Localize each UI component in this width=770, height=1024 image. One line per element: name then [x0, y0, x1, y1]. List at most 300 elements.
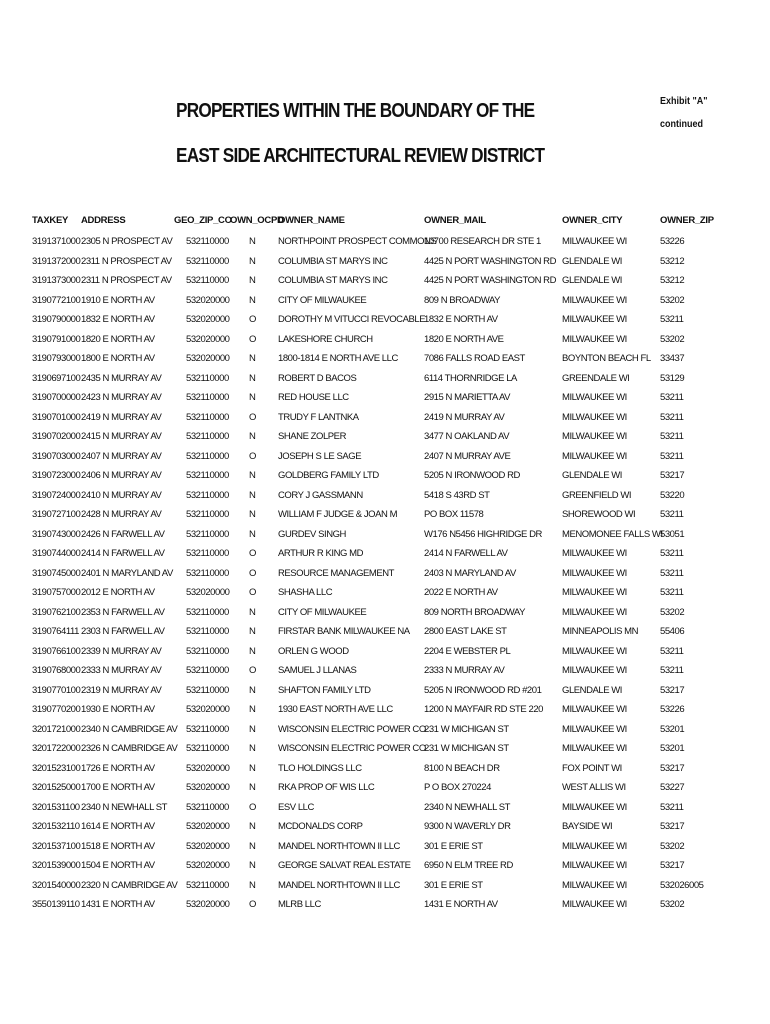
geo-zip-cell: 532020000 — [186, 860, 230, 871]
owner-mail-cell: 1431 E NORTH AV — [424, 899, 498, 910]
owner-mail-cell: 6114 THORNRIDGE LA — [424, 372, 517, 384]
owner-name-cell: CORY J GASSMANN — [278, 489, 363, 501]
owner-mail-cell: 3477 N OAKLAND AV — [424, 431, 510, 442]
owner-mail-cell: 8100 N BEACH DR — [424, 762, 500, 774]
taxkey-cell: 3201722000 — [32, 743, 81, 754]
table-row — [0, 487, 770, 507]
owner-mail-cell: 7086 FALLS ROAD EAST — [424, 353, 525, 364]
address-cell: 2311 N PROSPECT AV — [81, 275, 172, 286]
geo-zip-cell: 532110000 — [186, 236, 229, 247]
own-ocpd-cell: O — [249, 665, 256, 676]
taxkey-cell: 3190697100 — [32, 372, 81, 384]
own-ocpd-cell: O — [249, 548, 256, 559]
table-row — [0, 818, 770, 838]
owner-name-cell: DOROTHY M VITUCCI REVOCABLE — [278, 314, 426, 325]
owner-city-cell: MILWAUKEE WI — [562, 392, 627, 403]
taxkey-cell: 3190743000 — [32, 528, 81, 540]
owner-zip-cell: 53227 — [660, 782, 685, 793]
table-row — [0, 272, 770, 292]
table-row — [0, 253, 770, 273]
owner-mail-cell: 231 W MICHIGAN ST — [424, 743, 509, 754]
geo-zip-cell: 532110000 — [186, 411, 229, 423]
own-ocpd-cell: O — [249, 450, 256, 462]
own-ocpd-cell: O — [249, 899, 256, 910]
table-row — [0, 370, 770, 390]
address-cell: 2435 N MURRAY AV — [81, 372, 162, 384]
owner-city-cell: MILWAUKEE WI — [562, 860, 627, 871]
owner-name-cell: MANDEL NORTHTOWN II LLC — [278, 879, 400, 891]
table-row — [0, 896, 770, 916]
address-cell: 1614 E NORTH AV — [81, 821, 155, 832]
own-ocpd-cell: N — [249, 723, 256, 735]
own-ocpd-cell: O — [249, 411, 256, 423]
owner-name-cell: SHASHA LLC — [278, 587, 333, 598]
owner-zip-cell: 53202 — [660, 840, 685, 852]
address-cell: 2333 N MURRAY AV — [81, 665, 162, 676]
taxkey-cell: 3201540000 — [32, 879, 81, 891]
owner-city-cell: GLENDALE WI — [562, 255, 622, 267]
address-cell: 2311 N PROSPECT AV — [81, 255, 172, 267]
owner-zip-cell: 53202 — [660, 333, 685, 345]
address-cell: 1820 E NORTH AV — [81, 333, 155, 345]
address-cell: 2012 E NORTH AV — [81, 587, 155, 598]
owner-name-cell: GURDEV SINGH — [278, 528, 346, 540]
geo-zip-cell: 532110000 — [186, 470, 229, 481]
taxkey-cell: 3191373000 — [32, 275, 81, 286]
owner-city-cell: MILWAUKEE WI — [562, 899, 627, 910]
geo-zip-cell: 532110000 — [186, 606, 229, 618]
owner-name-cell: RKA PROP OF WIS LLC — [278, 782, 375, 793]
owner-name-cell: GOLDBERG FAMILY LTD — [278, 470, 379, 481]
owner-name-cell: RESOURCE MANAGEMENT — [278, 567, 395, 579]
table-row — [0, 682, 770, 702]
table-row — [0, 311, 770, 331]
table-row — [0, 331, 770, 351]
taxkey-cell: 3190772100 — [32, 294, 81, 306]
geo-zip-cell: 532020000 — [186, 314, 230, 325]
own-ocpd-cell: O — [249, 314, 256, 325]
table-row — [0, 857, 770, 877]
geo-zip-cell: 532110000 — [186, 548, 229, 559]
taxkey-cell: 3190703000 — [32, 450, 81, 462]
geo-zip-cell: 532020000 — [186, 782, 230, 793]
geo-zip-cell: 532110000 — [186, 372, 229, 384]
table-row — [0, 604, 770, 624]
owner-zip-cell: 53211 — [660, 587, 684, 598]
owner-mail-cell: 2403 N MARYLAND AV — [424, 567, 516, 579]
address-cell: 1930 E NORTH AV — [81, 704, 155, 715]
owner-city-cell: MILWAUKEE WI — [562, 801, 627, 813]
header-owner-mail: OWNER_MAIL — [424, 215, 486, 226]
owner-name-cell: COLUMBIA ST MARYS INC — [278, 255, 388, 267]
taxkey-cell: 3201537100 — [32, 840, 81, 852]
own-ocpd-cell: N — [249, 743, 256, 754]
owner-zip-cell: 53202 — [660, 606, 685, 618]
own-ocpd-cell: N — [249, 626, 256, 637]
taxkey-cell: 3190793000 — [32, 353, 81, 364]
address-cell: 2401 N MARYLAND AV — [81, 567, 173, 579]
geo-zip-cell: 532110000 — [186, 528, 229, 540]
owner-city-cell: MILWAUKEE WI — [562, 606, 627, 618]
owner-city-cell: MILWAUKEE WI — [562, 411, 627, 423]
taxkey-cell: 3191371000 — [32, 236, 81, 247]
own-ocpd-cell: O — [249, 567, 256, 579]
geo-zip-cell: 532110000 — [186, 275, 229, 286]
header-owner-city: OWNER_CITY — [562, 215, 623, 226]
owner-zip-cell: 53211 — [660, 645, 684, 657]
owner-mail-cell: 1832 E NORTH AV — [424, 314, 498, 325]
owner-name-cell: 1800-1814 E NORTH AVE LLC — [278, 353, 398, 364]
owner-mail-cell: 2022 E NORTH AV — [424, 587, 498, 598]
address-cell: 2340 N CAMBRIDGE AV — [81, 723, 178, 735]
table-row — [0, 623, 770, 643]
own-ocpd-cell: N — [249, 606, 256, 618]
table-row — [0, 779, 770, 799]
owner-name-cell: SHAFTON FAMILY LTD — [278, 684, 371, 696]
owner-zip-cell: 53211 — [660, 509, 684, 520]
taxkey-cell: 3190766100 — [32, 645, 81, 657]
owner-zip-cell: 55406 — [660, 626, 685, 637]
address-cell: 2303 N FARWELL AV — [81, 626, 165, 637]
table-row — [0, 877, 770, 897]
owner-zip-cell: 53202 — [660, 294, 685, 306]
owner-name-cell: SHANE ZOLPER — [278, 431, 346, 442]
owner-mail-cell: 5205 N IRONWOOD RD — [424, 470, 520, 481]
table-row — [0, 565, 770, 585]
table-row — [0, 350, 770, 370]
owner-city-cell: WEST ALLIS WI — [562, 782, 626, 793]
owner-zip-cell: 53211 — [660, 665, 684, 676]
table-row — [0, 467, 770, 487]
owner-city-cell: MILWAUKEE WI — [562, 665, 627, 676]
address-cell: 2353 N FARWELL AV — [81, 606, 165, 618]
taxkey-cell: 3190762100 — [32, 606, 81, 618]
owner-zip-cell: 53220 — [660, 489, 685, 501]
owner-zip-cell: 53201 — [660, 743, 685, 754]
address-cell: 2419 N MURRAY AV — [81, 411, 162, 423]
geo-zip-cell: 532110000 — [186, 879, 229, 891]
own-ocpd-cell: N — [249, 840, 256, 852]
owner-name-cell: ARTHUR R KING MD — [278, 548, 363, 559]
taxkey-cell: 3190764111 — [32, 626, 79, 637]
owner-city-cell: SHOREWOOD WI — [562, 509, 636, 520]
owner-city-cell: MINNEAPOLIS MN — [562, 626, 639, 637]
address-cell: 1431 E NORTH AV — [81, 899, 155, 910]
owner-mail-cell: 2414 N FARWELL AV — [424, 548, 508, 559]
table-row — [0, 740, 770, 760]
taxkey-cell: 3190701000 — [32, 411, 81, 423]
owner-zip-cell: 53226 — [660, 236, 685, 247]
header-address: ADDRESS — [81, 215, 126, 226]
geo-zip-cell: 532020000 — [186, 899, 230, 910]
owner-zip-cell: 53211 — [660, 431, 684, 442]
own-ocpd-cell: O — [249, 587, 256, 598]
taxkey-cell: 3201532110 — [32, 821, 80, 832]
owner-mail-cell: 2340 N NEWHALL ST — [424, 801, 510, 813]
owner-zip-cell: 53211 — [660, 567, 684, 579]
property-table-body — [0, 233, 770, 916]
taxkey-cell: 3190770200 — [32, 704, 81, 715]
address-cell: 1910 E NORTH AV — [81, 294, 155, 306]
table-row — [0, 506, 770, 526]
geo-zip-cell: 532110000 — [186, 743, 229, 754]
owner-zip-cell: 53051 — [660, 528, 685, 540]
table-row — [0, 233, 770, 253]
geo-zip-cell: 532110000 — [186, 684, 229, 696]
address-cell: 2305 N PROSPECT AV — [81, 236, 173, 247]
address-cell: 2407 N MURRAY AV — [81, 450, 162, 462]
table-row — [0, 409, 770, 429]
table-row — [0, 428, 770, 448]
owner-city-cell: GREENFIELD WI — [562, 489, 632, 501]
page-title-line-2: EAST SIDE ARCHITECTURAL REVIEW DISTRICT — [176, 145, 545, 167]
own-ocpd-cell: O — [249, 333, 256, 345]
owner-mail-cell: P O BOX 270224 — [424, 782, 491, 793]
own-ocpd-cell: N — [249, 860, 256, 871]
page-title-line-1: PROPERTIES WITHIN THE BOUNDARY OF THE — [176, 100, 535, 122]
exhibit-label: Exhibit "A" — [660, 96, 708, 107]
taxkey-cell: 3190768000 — [32, 665, 81, 676]
taxkey-cell: 3190757000 — [32, 587, 81, 598]
own-ocpd-cell: N — [249, 528, 256, 540]
own-ocpd-cell: N — [249, 684, 256, 696]
owner-zip-cell: 53211 — [660, 548, 684, 559]
geo-zip-cell: 532110000 — [186, 509, 229, 520]
header-geo-zip-co: GEO_ZIP_CO — [174, 215, 232, 226]
owner-zip-cell: 53202 — [660, 899, 685, 910]
owner-zip-cell: 53217 — [660, 470, 685, 481]
owner-name-cell: WILLIAM F JUDGE & JOAN M — [278, 509, 398, 520]
exhibit-continued-label: continued — [660, 119, 704, 130]
owner-name-cell: RED HOUSE LLC — [278, 392, 349, 403]
owner-zip-cell: 33437 — [660, 353, 685, 364]
owner-name-cell: TLO HOLDINGS LLC — [278, 762, 362, 774]
taxkey-cell: 3550139110 — [32, 899, 80, 910]
geo-zip-cell: 532020000 — [186, 762, 230, 774]
owner-zip-cell: 532026005 — [660, 879, 704, 891]
owner-mail-cell: 231 W MICHIGAN ST — [424, 723, 509, 735]
owner-mail-cell: 5205 N IRONWOOD RD #201 — [424, 684, 542, 696]
address-cell: 2320 N CAMBRIDGE AV — [81, 879, 178, 891]
owner-city-cell: GLENDALE WI — [562, 275, 622, 286]
taxkey-cell: 3201539000 — [32, 860, 81, 871]
owner-mail-cell: 10700 RESEARCH DR STE 1 — [424, 236, 541, 247]
geo-zip-cell: 532020000 — [186, 821, 230, 832]
owner-zip-cell: 53211 — [660, 450, 684, 462]
geo-zip-cell: 532110000 — [186, 567, 229, 579]
taxkey-cell: 3190745000 — [32, 567, 81, 579]
owner-mail-cell: 2800 EAST LAKE ST — [424, 626, 507, 637]
address-cell: 2410 N MURRAY AV — [81, 489, 162, 501]
owner-mail-cell: 9300 N WAVERLY DR — [424, 821, 511, 832]
address-cell: 2428 N MURRAY AV — [81, 509, 162, 520]
own-ocpd-cell: N — [249, 879, 256, 891]
owner-name-cell: FIRSTAR BANK MILWAUKEE NA — [278, 626, 410, 637]
taxkey-cell: 3190723000 — [32, 470, 81, 481]
owner-mail-cell: 6950 N ELM TREE RD — [424, 860, 513, 871]
owner-zip-cell: 53211 — [660, 314, 684, 325]
table-row — [0, 292, 770, 312]
table-row — [0, 389, 770, 409]
own-ocpd-cell: N — [249, 255, 256, 267]
geo-zip-cell: 532110000 — [186, 255, 229, 267]
owner-city-cell: BAYSIDE WI — [562, 821, 613, 832]
address-cell: 1700 E NORTH AV — [81, 782, 155, 793]
owner-city-cell: MILWAUKEE WI — [562, 723, 627, 735]
owner-city-cell: MILWAUKEE WI — [562, 879, 627, 891]
owner-mail-cell: 809 N BROADWAY — [424, 294, 501, 306]
owner-city-cell: MILWAUKEE WI — [562, 314, 627, 325]
own-ocpd-cell: N — [249, 821, 256, 832]
geo-zip-cell: 532110000 — [186, 489, 229, 501]
owner-city-cell: MILWAUKEE WI — [562, 645, 627, 657]
owner-city-cell: MILWAUKEE WI — [562, 548, 627, 559]
header-taxkey: TAXKEY — [32, 215, 69, 226]
taxkey-cell: 3191372000 — [32, 255, 81, 267]
geo-zip-cell: 532110000 — [186, 723, 229, 735]
owner-zip-cell: 53217 — [660, 821, 685, 832]
owner-name-cell: WISCONSIN ELECTRIC POWER CO — [278, 743, 426, 754]
owner-name-cell: NORTHPOINT PROSPECT COMMONS — [278, 236, 437, 247]
geo-zip-cell: 532020000 — [186, 333, 230, 345]
address-cell: 2414 N FARWELL AV — [81, 548, 165, 559]
owner-zip-cell: 53217 — [660, 860, 685, 871]
owner-name-cell: SAMUEL J LLANAS — [278, 665, 357, 676]
own-ocpd-cell: N — [249, 294, 256, 306]
owner-name-cell: LAKESHORE CHURCH — [278, 333, 373, 345]
owner-name-cell: CITY OF MILWAUKEE — [278, 294, 367, 306]
owner-city-cell: MILWAUKEE WI — [562, 450, 627, 462]
geo-zip-cell: 532110000 — [186, 392, 229, 403]
geo-zip-cell: 532110000 — [186, 626, 229, 637]
owner-name-cell: MLRB LLC — [278, 899, 321, 910]
owner-zip-cell: 53201 — [660, 723, 685, 735]
taxkey-cell: 3190702000 — [32, 431, 81, 442]
owner-zip-cell: 53211 — [660, 411, 684, 423]
owner-zip-cell: 53217 — [660, 762, 685, 774]
own-ocpd-cell: N — [249, 372, 256, 384]
geo-zip-cell: 532110000 — [186, 450, 229, 462]
owner-mail-cell: 2333 N MURRAY AV — [424, 665, 505, 676]
taxkey-cell: 3201721000 — [32, 723, 81, 735]
own-ocpd-cell: N — [249, 236, 256, 247]
owner-mail-cell: PO BOX 11578 — [424, 509, 484, 520]
owner-name-cell: JOSEPH S LE SAGE — [278, 450, 362, 462]
owner-mail-cell: 5418 S 43RD ST — [424, 489, 490, 501]
owner-name-cell: COLUMBIA ST MARYS INC — [278, 275, 388, 286]
taxkey-cell: 3190700000 — [32, 392, 81, 403]
own-ocpd-cell: N — [249, 470, 256, 481]
table-row — [0, 760, 770, 780]
owner-name-cell: GEORGE SALVAT REAL ESTATE — [278, 860, 411, 871]
own-ocpd-cell: N — [249, 353, 256, 364]
taxkey-cell: 3190744000 — [32, 548, 81, 559]
table-row — [0, 662, 770, 682]
own-ocpd-cell: O — [249, 801, 256, 813]
owner-zip-cell: 53217 — [660, 684, 685, 696]
owner-city-cell: MILWAUKEE WI — [562, 236, 627, 247]
geo-zip-cell: 532110000 — [186, 801, 229, 813]
address-cell: 2415 N MURRAY AV — [81, 431, 162, 442]
own-ocpd-cell: N — [249, 645, 256, 657]
taxkey-cell: 3201525000 — [32, 782, 81, 793]
geo-zip-cell: 532020000 — [186, 587, 230, 598]
table-row — [0, 701, 770, 721]
address-cell: 2423 N MURRAY AV — [81, 392, 162, 403]
taxkey-cell: 3190770100 — [32, 684, 81, 696]
owner-city-cell: GLENDALE WI — [562, 470, 622, 481]
taxkey-cell: 3190790000 — [32, 314, 81, 325]
owner-zip-cell: 53129 — [660, 372, 685, 384]
owner-name-cell: ROBERT D BACOS — [278, 372, 357, 384]
owner-zip-cell: 53211 — [660, 392, 684, 403]
owner-mail-cell: 301 E ERIE ST — [424, 840, 483, 852]
table-row — [0, 526, 770, 546]
table-row — [0, 643, 770, 663]
owner-city-cell: BOYNTON BEACH FL — [562, 353, 651, 364]
owner-mail-cell: 4425 N PORT WASHINGTON RD — [424, 255, 556, 267]
owner-name-cell: ORLEN G WOOD — [278, 645, 349, 657]
owner-city-cell: MILWAUKEE WI — [562, 743, 627, 754]
owner-mail-cell: W176 N5456 HIGHRIDGE DR — [424, 528, 542, 540]
geo-zip-cell: 532020000 — [186, 353, 230, 364]
address-cell: 1832 E NORTH AV — [81, 314, 155, 325]
table-row — [0, 799, 770, 819]
owner-zip-cell: 53212 — [660, 275, 685, 286]
taxkey-cell: 3201531100 — [32, 801, 80, 813]
header-owner-zip: OWNER_ZIP — [660, 215, 714, 226]
owner-city-cell: MILWAUKEE WI — [562, 333, 627, 345]
header-owner-name: OWNER_NAME — [278, 215, 345, 226]
own-ocpd-cell: N — [249, 762, 256, 774]
table-row — [0, 584, 770, 604]
owner-mail-cell: 809 NORTH BROADWAY — [424, 606, 525, 618]
address-cell: 2326 N CAMBRIDGE AV — [81, 743, 178, 754]
owner-mail-cell: 2419 N MURRAY AV — [424, 411, 505, 423]
owner-city-cell: MILWAUKEE WI — [562, 431, 627, 442]
owner-city-cell: MILWAUKEE WI — [562, 567, 627, 579]
owner-name-cell: MANDEL NORTHTOWN II LLC — [278, 840, 400, 852]
owner-city-cell: FOX POINT WI — [562, 762, 622, 774]
owner-city-cell: MILWAUKEE WI — [562, 704, 627, 715]
taxkey-cell: 3201523100 — [32, 762, 81, 774]
own-ocpd-cell: N — [249, 392, 256, 403]
owner-zip-cell: 53226 — [660, 704, 685, 715]
own-ocpd-cell: N — [249, 509, 256, 520]
owner-name-cell: CITY OF MILWAUKEE — [278, 606, 367, 618]
own-ocpd-cell: N — [249, 489, 256, 501]
address-cell: 2339 N MURRAY AV — [81, 645, 162, 657]
address-cell: 1518 E NORTH AV — [81, 840, 155, 852]
owner-city-cell: MENOMONEE FALLS WI — [562, 528, 663, 540]
table-row — [0, 838, 770, 858]
address-cell: 2406 N MURRAY AV — [81, 470, 162, 481]
owner-city-cell: MILWAUKEE WI — [562, 587, 627, 598]
owner-name-cell: 1930 EAST NORTH AVE LLC — [278, 704, 393, 715]
owner-mail-cell: 301 E ERIE ST — [424, 879, 483, 891]
owner-mail-cell: 2915 N MARIETTA AV — [424, 392, 511, 403]
owner-zip-cell: 53212 — [660, 255, 685, 267]
address-cell: 2319 N MURRAY AV — [81, 684, 162, 696]
geo-zip-cell: 532020000 — [186, 294, 230, 306]
owner-city-cell: GLENDALE WI — [562, 684, 622, 696]
own-ocpd-cell: N — [249, 431, 256, 442]
own-ocpd-cell: N — [249, 782, 256, 793]
address-cell: 2426 N FARWELL AV — [81, 528, 165, 540]
geo-zip-cell: 532020000 — [186, 704, 230, 715]
geo-zip-cell: 532020000 — [186, 840, 230, 852]
owner-zip-cell: 53211 — [660, 801, 684, 813]
